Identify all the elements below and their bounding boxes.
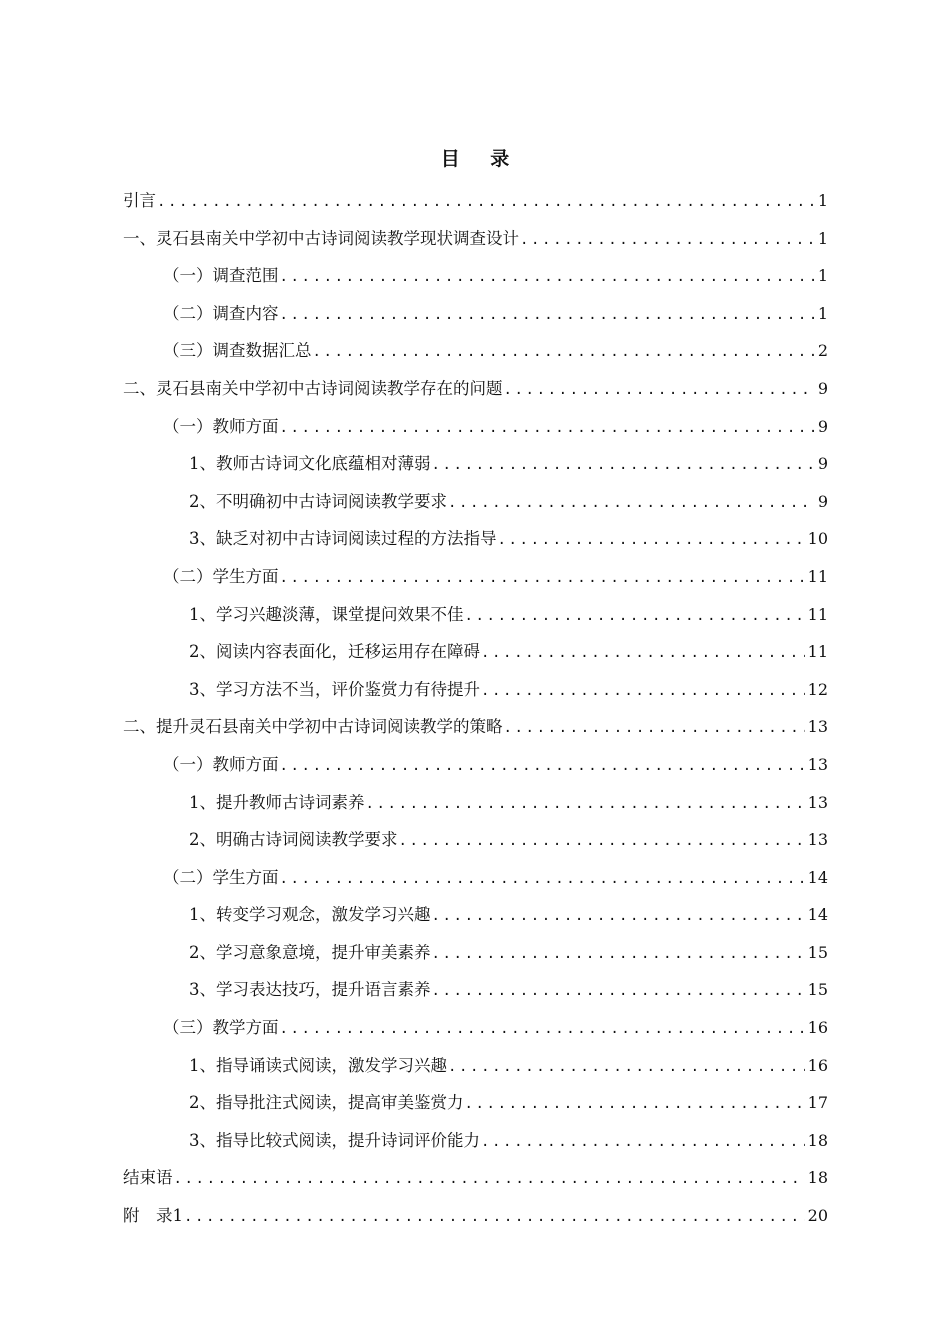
toc-dot-leader bbox=[448, 485, 815, 523]
toc-entry-title: 1、学习兴趣淡薄，课堂提问效果不佳 bbox=[189, 604, 464, 624]
toc-dot-leader bbox=[498, 522, 805, 560]
toc-entry-title: 1、转变学习观念，激发学习兴趣 bbox=[189, 905, 431, 925]
toc-page-number: 13 bbox=[807, 717, 828, 737]
toc-entry-title: 引言 bbox=[123, 191, 156, 210]
toc-entry[interactable] bbox=[123, 971, 828, 1009]
toc-entry-title: 附 录1 bbox=[123, 1206, 183, 1226]
toc-page-number: 16 bbox=[807, 1018, 828, 1038]
toc-page-number: 11 bbox=[807, 566, 828, 586]
toc-page-number: 1 bbox=[817, 303, 828, 323]
toc-page-number: 16 bbox=[807, 1055, 828, 1075]
toc-entry-title: 二、提升灵石县南关中学初中古诗词阅读教学的策略 bbox=[123, 717, 503, 737]
toc-dot-leader bbox=[184, 1199, 805, 1237]
toc-entry[interactable] bbox=[123, 408, 828, 446]
toc-entry-title: 3、学习方法不当，评价鉴赏力有待提升 bbox=[189, 679, 480, 699]
toc-entry-title: 一、灵石县南关中学初中古诗词阅读教学现状调查设计 bbox=[123, 228, 519, 248]
toc-entry-title: （二）学生方面 bbox=[163, 867, 279, 887]
toc-entry-title: （一）调查范围 bbox=[163, 266, 279, 286]
toc-entry[interactable] bbox=[123, 483, 828, 521]
toc-dot-leader bbox=[432, 447, 815, 485]
toc-entry-title: （三）调查数据汇总 bbox=[163, 341, 312, 361]
toc-entry[interactable] bbox=[123, 332, 828, 370]
toc-dot-leader bbox=[313, 334, 815, 372]
toc-page-number: 15 bbox=[807, 942, 828, 962]
toc-page-number: 13 bbox=[807, 754, 828, 774]
toc-entry[interactable] bbox=[123, 1122, 828, 1160]
toc-dot-leader bbox=[399, 823, 805, 861]
toc-entry-title: （一）教师方面 bbox=[163, 416, 279, 436]
toc-entry[interactable] bbox=[123, 671, 828, 709]
toc-entry-title: 1、教师古诗词文化底蕴相对薄弱 bbox=[189, 454, 431, 474]
toc-page-number: 20 bbox=[807, 1206, 828, 1226]
toc-entry[interactable] bbox=[123, 1009, 828, 1047]
toc-entry-title: 2、指导批注式阅读，提高审美鉴赏力 bbox=[189, 1093, 464, 1113]
toc-entry[interactable] bbox=[123, 821, 828, 859]
toc-page-number: 18 bbox=[807, 1168, 828, 1188]
toc-page-number: 14 bbox=[807, 905, 828, 925]
toc-entry[interactable] bbox=[123, 558, 828, 596]
toc-dot-leader bbox=[280, 748, 805, 786]
toc-page-number: 11 bbox=[807, 604, 828, 624]
toc-entry[interactable] bbox=[123, 746, 828, 784]
toc-dot-leader bbox=[280, 560, 805, 598]
toc-entry[interactable] bbox=[123, 295, 828, 333]
toc-dot-leader bbox=[432, 898, 805, 936]
toc-page-number: 2 bbox=[817, 341, 828, 361]
toc-page-number: 9 bbox=[817, 491, 828, 511]
toc-dot-leader bbox=[432, 936, 805, 974]
toc-dot-leader bbox=[481, 1124, 805, 1162]
toc-dot-leader bbox=[174, 1161, 805, 1199]
toc-entry[interactable] bbox=[123, 1047, 828, 1085]
toc-page-number: 18 bbox=[807, 1130, 828, 1150]
toc-entry[interactable] bbox=[123, 1084, 828, 1122]
toc-dot-leader bbox=[280, 297, 815, 335]
toc-page-number: 9 bbox=[817, 378, 828, 398]
toc-entry-title: 1、指导诵读式阅读，激发学习兴趣 bbox=[189, 1055, 447, 1075]
toc-dot-leader bbox=[481, 673, 805, 711]
toc-dot-leader bbox=[432, 973, 805, 1011]
toc-page-number: 17 bbox=[807, 1093, 828, 1113]
toc-entry-title: （一）教师方面 bbox=[163, 754, 279, 774]
toc-entry-title: 2、学习意象意境，提升审美素养 bbox=[189, 942, 431, 962]
toc-dot-leader bbox=[448, 1049, 805, 1087]
toc-page-number: 14 bbox=[807, 867, 828, 887]
toc-entry-title: 2、阅读内容表面化，迁移运用存在障碍 bbox=[189, 642, 480, 662]
toc-dot-leader bbox=[280, 259, 815, 297]
toc-entry[interactable] bbox=[123, 934, 828, 972]
toc-dot-leader bbox=[465, 598, 805, 636]
toc-entry[interactable] bbox=[123, 633, 828, 671]
toc-entry-title: （二）调查内容 bbox=[163, 303, 279, 323]
toc-entry[interactable] bbox=[123, 370, 828, 408]
toc-entry[interactable] bbox=[123, 445, 828, 483]
toc-page-number: 9 bbox=[817, 416, 828, 436]
toc-dot-leader bbox=[465, 1086, 805, 1124]
toc-dot-leader bbox=[280, 1011, 805, 1049]
toc-dot-leader bbox=[280, 410, 815, 448]
toc-dot-leader bbox=[504, 710, 805, 748]
toc-page-number: 1 bbox=[817, 228, 828, 248]
toc-entry[interactable] bbox=[123, 1159, 828, 1197]
toc-entry-title: （二）学生方面 bbox=[163, 566, 279, 586]
toc-entry-title: 2、不明确初中古诗词阅读教学要求 bbox=[189, 491, 447, 511]
toc-entry[interactable] bbox=[123, 784, 828, 822]
toc-entry[interactable] bbox=[123, 1197, 828, 1235]
toc-page-number: 11 bbox=[807, 642, 828, 662]
toc-entry[interactable] bbox=[123, 520, 828, 558]
toc-entry[interactable] bbox=[123, 896, 828, 934]
toc-entry[interactable] bbox=[123, 182, 828, 220]
toc-dot-leader bbox=[481, 635, 805, 673]
toc-page-number: 12 bbox=[807, 679, 828, 699]
toc-entry-title: 结束语 bbox=[123, 1168, 173, 1188]
toc-entry-title: 3、缺乏对初中古诗词阅读过程的方法指导 bbox=[189, 529, 497, 549]
table-of-contents bbox=[123, 182, 828, 1235]
toc-entry-title: 1、提升教师古诗词素养 bbox=[189, 792, 365, 812]
toc-page-number: 9 bbox=[817, 454, 828, 474]
toc-entry-title: （三）教学方面 bbox=[163, 1018, 279, 1038]
toc-entry-title: 3、指导比较式阅读，提升诗词评价能力 bbox=[189, 1130, 480, 1150]
toc-dot-leader bbox=[157, 184, 815, 222]
toc-dot-leader bbox=[520, 222, 815, 260]
toc-entry[interactable] bbox=[123, 708, 828, 746]
toc-entry[interactable] bbox=[123, 257, 828, 295]
toc-entry[interactable] bbox=[123, 596, 828, 634]
toc-dot-leader bbox=[504, 372, 815, 410]
toc-page-number: 15 bbox=[807, 980, 828, 1000]
toc-entry[interactable] bbox=[123, 859, 828, 897]
toc-entry-title: 二、灵石县南关中学初中古诗词阅读教学存在的问题 bbox=[123, 378, 503, 398]
toc-dot-leader bbox=[366, 786, 805, 824]
toc-page-number: 10 bbox=[807, 529, 828, 549]
toc-page-number: 1 bbox=[817, 266, 828, 286]
toc-page-number: 13 bbox=[807, 792, 828, 812]
toc-page-number: 13 bbox=[807, 830, 828, 850]
toc-entry-title: 2、明确古诗词阅读教学要求 bbox=[189, 830, 398, 850]
toc-dot-leader bbox=[280, 861, 805, 899]
toc-page-number: 1 bbox=[817, 191, 828, 210]
toc-title: 目 录 bbox=[440, 148, 522, 170]
toc-entry-title: 3、学习表达技巧，提升语言素养 bbox=[189, 980, 431, 1000]
toc-entry[interactable] bbox=[123, 220, 828, 258]
